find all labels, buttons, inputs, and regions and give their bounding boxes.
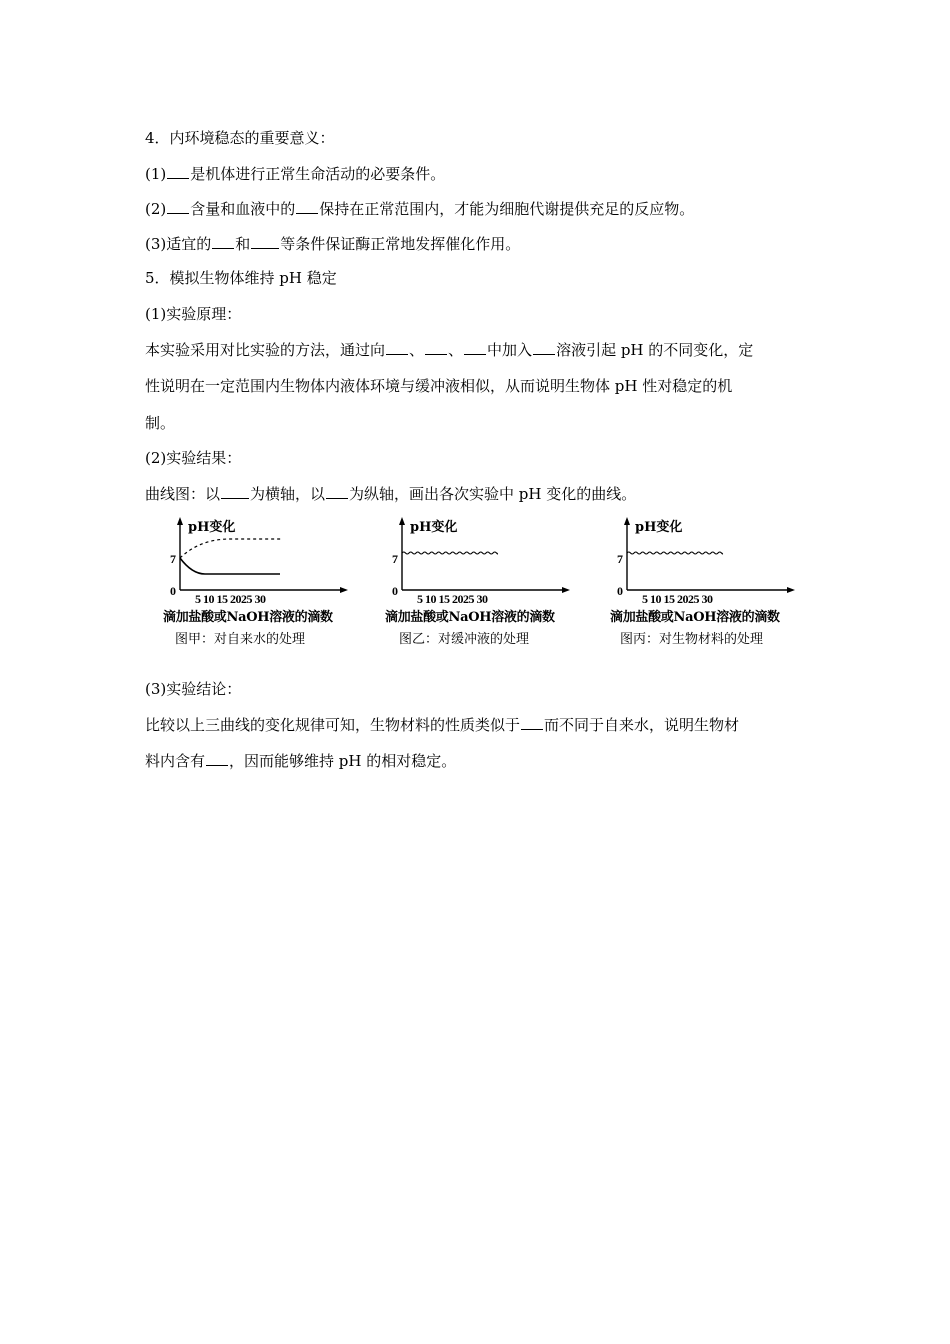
y-tick-7: 7	[392, 552, 398, 566]
answer-blank[interactable]	[464, 339, 486, 355]
x-axis-label: 滴加盐酸或NaOH溶液的滴数	[385, 610, 555, 625]
x-axis-label: 滴加盐酸或NaOH溶液的滴数	[163, 610, 333, 625]
y-axis-arrow	[399, 517, 405, 525]
x-ticks: 5 10 15 2025 30	[195, 592, 266, 606]
conclusion-line-1	[145, 714, 739, 735]
principle-line-2: 性说明在一定范围内生物体内液体环境与缓冲液相似，从而说明生物体 pH 性对稳定的机	[145, 377, 733, 395]
answer-blank[interactable]	[386, 339, 408, 355]
conclusion-title: (3)实验结论：	[145, 680, 242, 698]
y-tick-7: 7	[170, 552, 176, 566]
answer-blank[interactable]	[425, 339, 447, 355]
conclusion-text-2: 而不同于自来水，说明生物材	[544, 716, 740, 734]
result-line-1	[145, 483, 636, 504]
section4-item2	[145, 198, 694, 219]
y-axis-label: pH变化	[635, 520, 683, 535]
y-axis-arrow	[177, 517, 183, 525]
item2-text-2: 保持在正常范围内，才能为细胞代谢提供充足的反应物。	[319, 200, 695, 218]
result-text-3: 为纵轴，画出各次实验中 pH 变化的曲线。	[349, 485, 637, 503]
y-tick-0: 0	[392, 584, 398, 598]
answer-blank[interactable]	[251, 233, 279, 249]
section4-item3	[145, 233, 520, 254]
chart-tap-water	[160, 512, 390, 652]
answer-blank[interactable]	[167, 163, 189, 179]
answer-blank[interactable]	[296, 198, 318, 214]
principle-line-3: 制。	[145, 414, 176, 432]
chart-caption: 图乙：对缓冲液的处理	[399, 632, 530, 647]
principle-title: (1)实验原理：	[145, 305, 242, 323]
chart-buffer	[382, 512, 612, 652]
y-axis-label: pH变化	[410, 520, 458, 535]
answer-blank[interactable]	[221, 483, 249, 499]
y-axis-arrow	[624, 517, 630, 525]
x-axis-label: 滴加盐酸或NaOH溶液的滴数	[610, 610, 780, 625]
item1-prefix: (1)	[145, 165, 167, 183]
curve-solid-falling	[180, 558, 280, 574]
principle-text-1: 本实验采用对比实验的方法，通过向	[145, 341, 386, 359]
curve-wavy-flat	[627, 552, 723, 554]
chart-caption: 图丙：对生物材料的处理	[620, 632, 764, 647]
answer-blank[interactable]	[167, 198, 189, 214]
item2-text-1: 含量和血液中的	[190, 200, 296, 218]
curve-wavy-flat	[402, 552, 498, 554]
x-ticks: 5 10 15 2025 30	[642, 592, 713, 606]
item2-prefix: (2)	[145, 200, 167, 218]
principle-text-3: 溶液引起 pH 的不同变化，定	[556, 341, 754, 359]
x-axis-arrow	[787, 587, 795, 593]
conclusion-text-1: 比较以上三曲线的变化规律可知，生物材料的性质类似于	[145, 716, 521, 734]
x-axis-arrow	[340, 587, 348, 593]
y-tick-7: 7	[617, 552, 623, 566]
principle-text-2: 中加入	[487, 341, 533, 359]
conclusion-line-2	[145, 750, 456, 771]
chart-bio-material	[607, 512, 837, 652]
item3-text-2: 和	[235, 235, 251, 253]
answer-blank[interactable]	[206, 750, 228, 766]
conclusion-text-3: 料内含有	[145, 752, 206, 770]
y-tick-0: 0	[617, 584, 623, 598]
chart-caption: 图甲：对自来水的处理	[175, 632, 306, 647]
answer-blank[interactable]	[521, 714, 543, 730]
answer-blank[interactable]	[326, 483, 348, 499]
y-axis-label: pH变化	[188, 520, 236, 535]
principle-line-1	[145, 339, 753, 360]
result-title: (2)实验结果：	[145, 449, 242, 467]
x-axis-arrow	[562, 587, 570, 593]
section4-title: 4．内环境稳态的重要意义：	[145, 129, 335, 147]
section5-title: 5．模拟生物体维持 pH 稳定	[145, 269, 337, 287]
answer-blank[interactable]	[533, 339, 555, 355]
principle-sep-1: 、	[409, 341, 425, 359]
result-text-1: 曲线图：以	[145, 485, 221, 503]
conclusion-text-4: ，因而能够维持 pH 的相对稳定。	[229, 752, 457, 770]
answer-blank[interactable]	[212, 233, 234, 249]
principle-sep-2: 、	[448, 341, 464, 359]
curve-dashed-rising	[180, 539, 282, 558]
item3-text-3: 等条件保证酶正常地发挥催化作用。	[280, 235, 521, 253]
result-text-2: 为横轴，以	[250, 485, 326, 503]
x-ticks: 5 10 15 2025 30	[417, 592, 488, 606]
y-tick-0: 0	[170, 584, 176, 598]
section4-item1	[145, 163, 445, 184]
item3-text-1: (3)适宜的	[145, 235, 212, 253]
item1-text: 是机体进行正常生命活动的必要条件。	[190, 165, 446, 183]
